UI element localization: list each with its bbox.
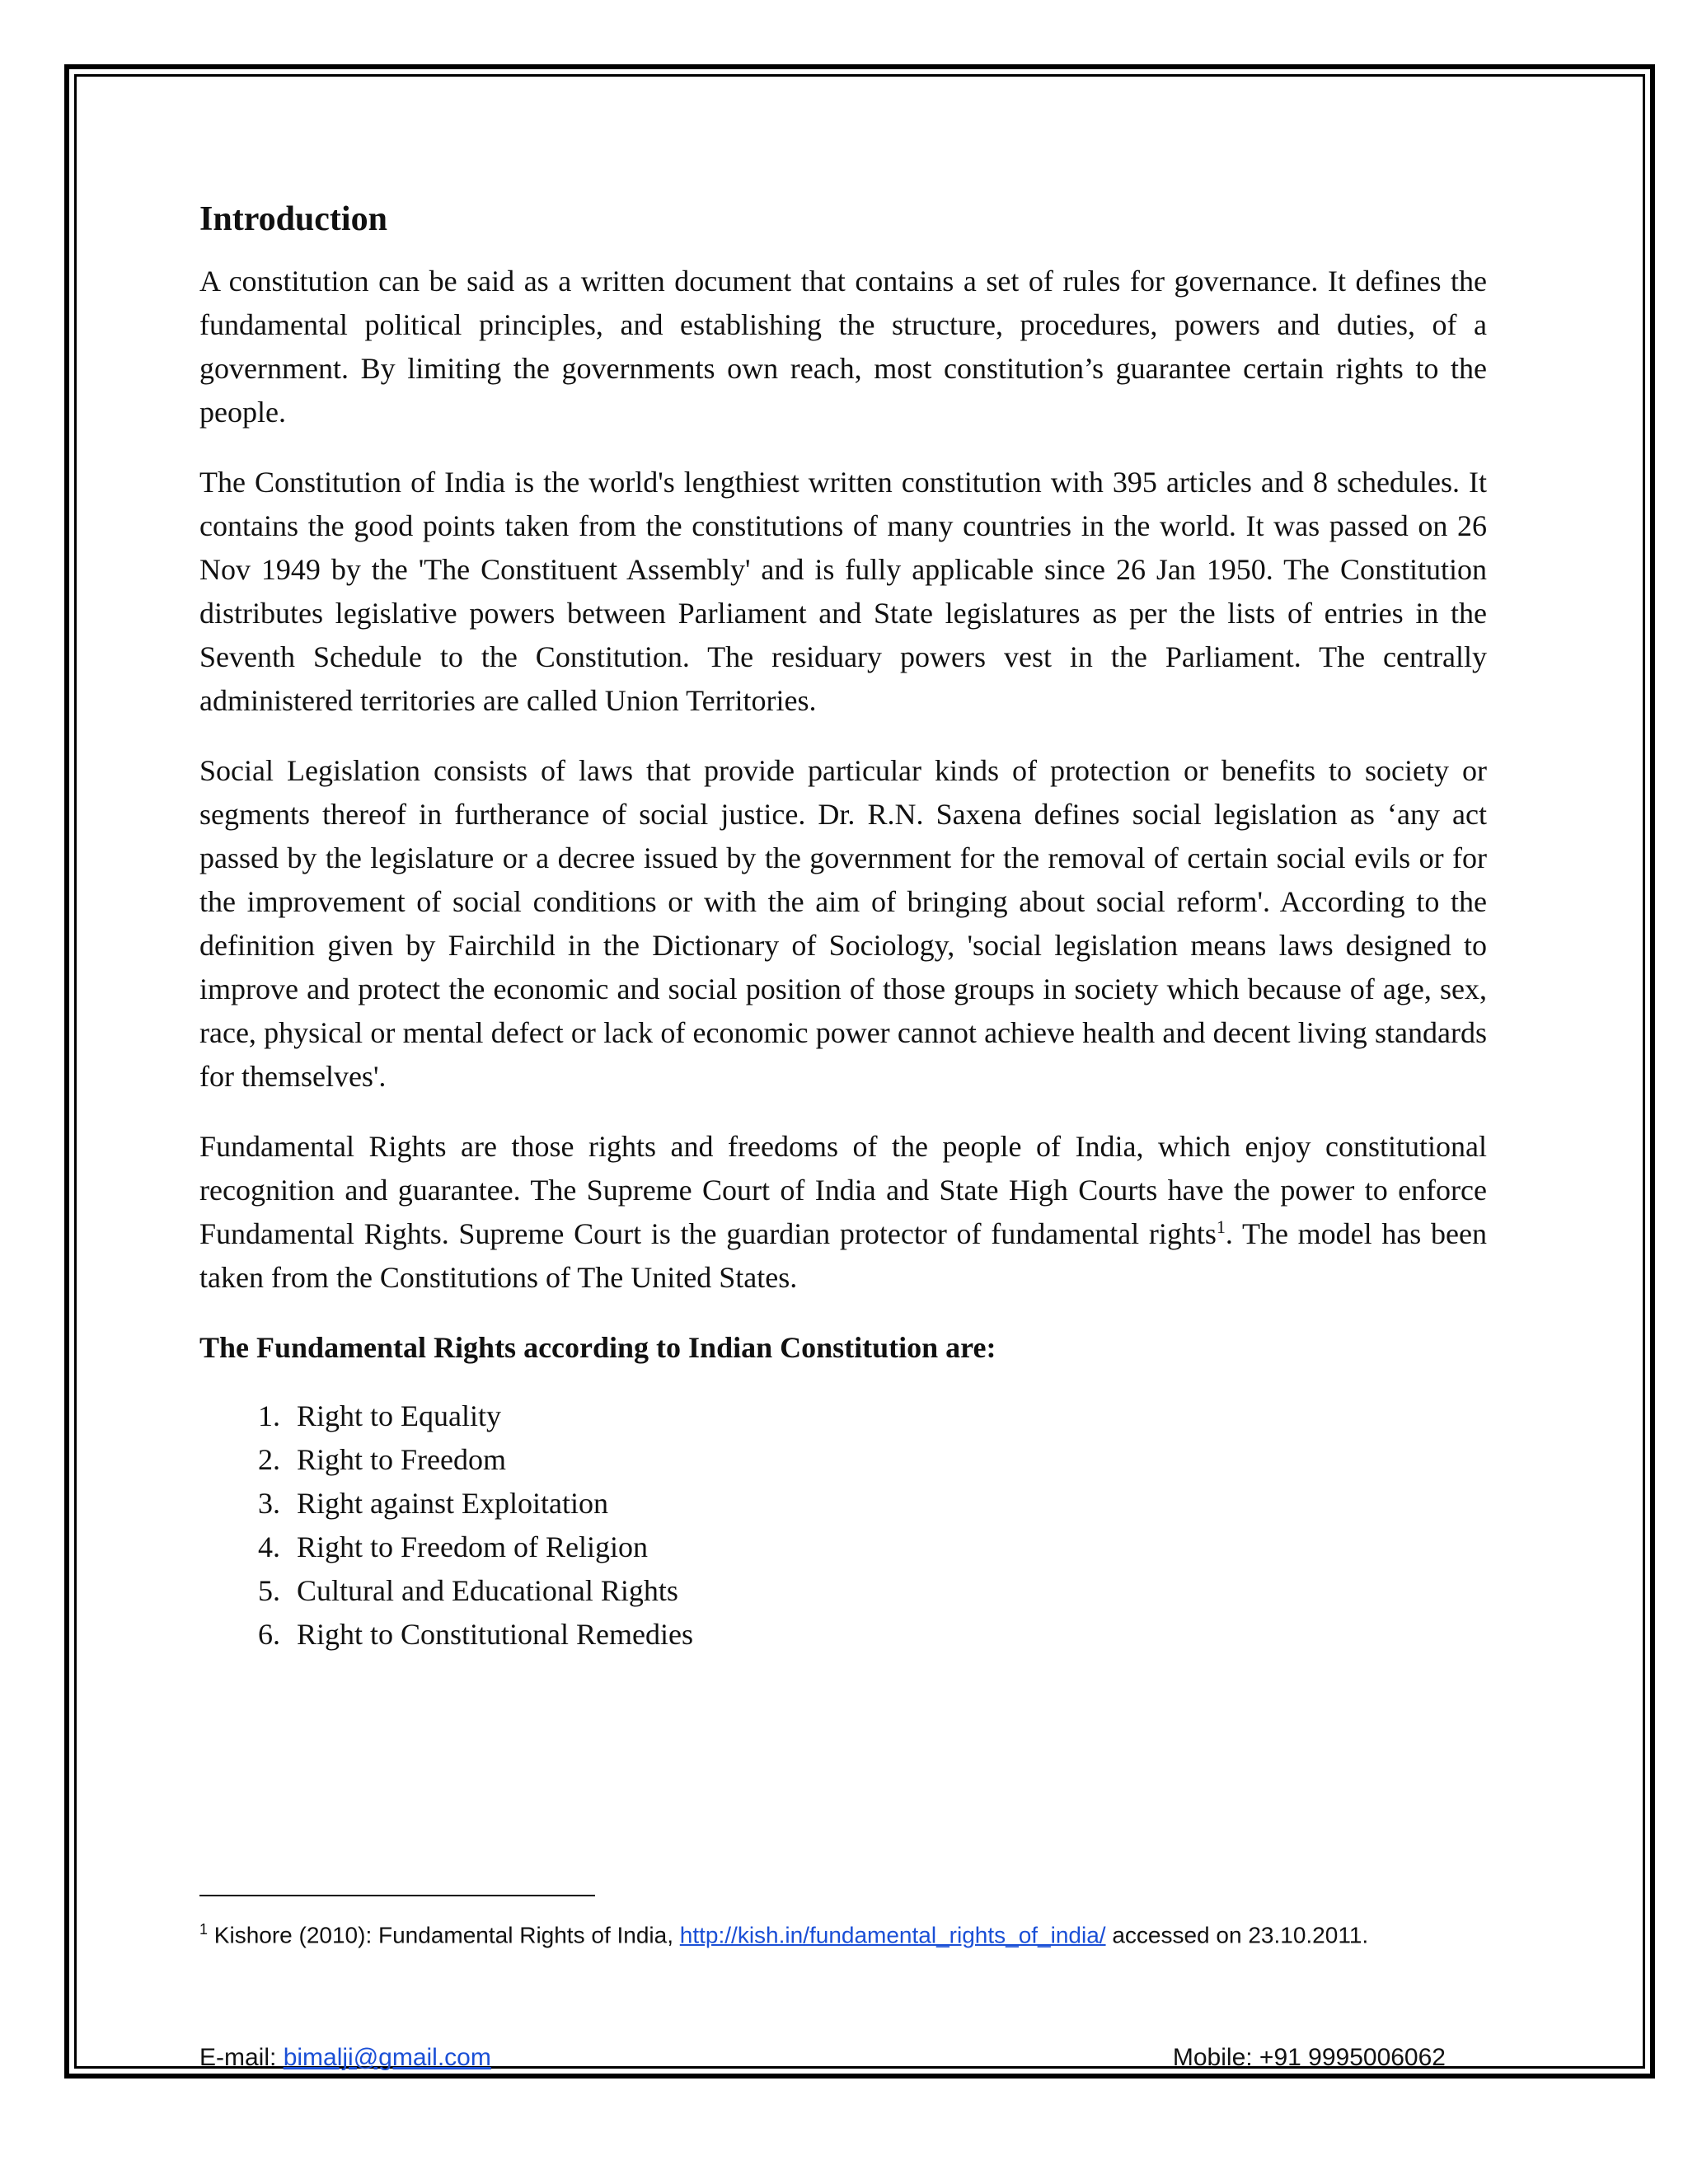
list-item-number: 4.: [258, 1530, 280, 1563]
rights-list: [199, 1394, 1487, 1657]
page-footer: [199, 2044, 1446, 2072]
footnote-divider: [199, 1895, 595, 1896]
email-link[interactable]: bimalji@gmail.com: [283, 2044, 491, 2071]
footnote-text-before: Kishore (2010): Fundamental Rights of India,: [208, 1922, 680, 1948]
list-item-number: 3.: [258, 1486, 280, 1520]
paragraph-constitution: A constitution can be said as a written document that contains a set of rules for governance. It defines the fundamental political principles, and establishing the structure, procedures, powers and duties, of a government. By limiting the governments own reach, most constitution’s guarantee certain rights to the people.: [199, 264, 1487, 429]
list-item: [199, 1394, 1487, 1438]
list-item-text: Right to Constitutional Remedies: [297, 1617, 693, 1651]
footnote-link[interactable]: http://kish.in/fundamental_rights_of_india/: [679, 1922, 1106, 1948]
list-item-number: 2.: [258, 1442, 280, 1476]
footer-mobile: Mobile: +91 9995006062: [1172, 2044, 1446, 2071]
list-item-number: 6.: [258, 1617, 280, 1651]
paragraph-fundamental-rights-main: Fundamental Rights are those rights and freedoms of the people of India, which enjoy constitutional recognition and guarantee. The Supreme Court of India and State High Courts have the power to enforce Fundamental Rights. Supreme Court is the guardian protector of fundamental rights: [199, 1129, 1487, 1250]
paragraph-indian-constitution: The Constitution of India is the world's lengthiest written constitution with 395 articles and 8 schedules. It contains the good points taken from the constitutions of many countries in the world. It was passed on 26 Nov 1949 by the 'The Constituent Assembly' and is fully applicable since 26 Jan 1950. The Constitution distributes legislative powers between Parliament and State legislatures as per the lists of entries in the Seventh Schedule to the Constitution. The residuary powers vest in the Parliament. The centrally administered territories are called Union Territories.: [199, 465, 1487, 717]
paragraph-social-legislation: Social Legislation consists of laws that provide particular kinds of protection or benefits to society or segments thereof in furtherance of social justice. Dr. R.N. Saxena defines social legislation as ‘any act passed by the legislature or a decree issued by the government for the removal of certain social evils or for the improvement of social conditions or with the aim of bringing about social reform'. According to the definition given by Fairchild in the Dictionary of Sociology, 'social legislation means laws designed to improve and protect the economic and social position of those groups in society which because of age, sex, race, physical or mental defect or lack of economic power cannot achieve health and decent living standards for themselves'.: [199, 753, 1487, 1093]
list-item-text: Right to Freedom of Religion: [297, 1530, 648, 1563]
document-body: [199, 198, 1487, 1657]
list-item-number: 5.: [258, 1573, 280, 1607]
list-item-text: Right to Freedom: [297, 1442, 506, 1476]
footer-email: [199, 2044, 491, 2072]
footnote: [199, 1912, 1436, 1952]
list-item: [199, 1438, 1487, 1482]
page-title: Introduction: [199, 200, 387, 238]
list-item: [199, 1482, 1487, 1526]
list-item-text: Right to Equality: [297, 1399, 501, 1432]
list-item-text: Cultural and Educational Rights: [297, 1573, 678, 1607]
list-item: [199, 1569, 1487, 1613]
footnote-marker: 1: [199, 1921, 209, 1938]
list-item: [199, 1526, 1487, 1569]
list-item-number: 1.: [258, 1399, 280, 1432]
footer-email-label: E-mail:: [199, 2044, 284, 2071]
paragraph-fundamental-rights: [199, 1125, 1487, 1300]
paragraph-fundamental-rights-tail: . The model has been taken from the Constitutions of The United States.: [199, 1216, 1487, 1294]
rights-subheading: The Fundamental Rights according to Indian Constitution are:: [199, 1330, 996, 1364]
list-item-text: Right against Exploitation: [297, 1486, 608, 1520]
footnote-text-after: accessed on 23.10.2011.: [1105, 1922, 1369, 1948]
footnote-reference[interactable]: 1: [1216, 1216, 1226, 1237]
list-item: [199, 1613, 1487, 1657]
